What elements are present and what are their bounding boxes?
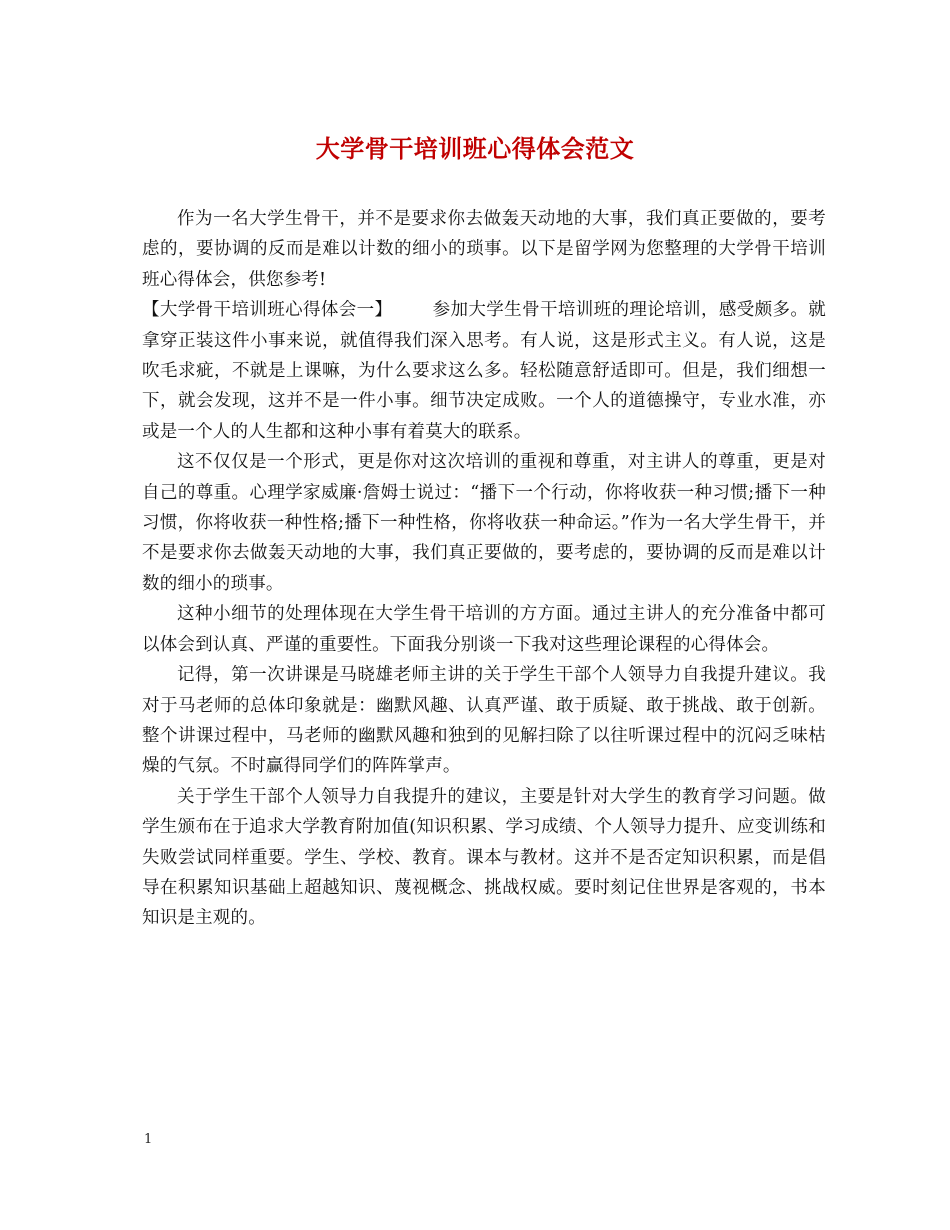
document-title: 大学骨干培训班心得体会范文 — [315, 134, 635, 163]
intro-paragraph: 作为一名大学生骨干，并不是要求你去做轰天动地的大事，我们真正要做的，要考虑的，要协调的反而是难以计数的细小的琐事。以下是留学网为您整理的大学骨干培训班心得体会，供您参考! — [142, 209, 826, 290]
body-paragraph: 这不仅仅是一个形式，更是你对这次培训的重视和尊重，对主讲人的尊重，更是对自己的尊重。心理学家威廉·詹姆士说过：“播下一个行动，你将收获一种习惯;播下一种习惯，你将收获一种性格;播下一种性格，你将收获一种命运。”作为一名大学生骨干，并不是要求你去做轰天动地的大事，我们真正要做的，要考虑的，要协调的反而是难以计数的细小的琐事。 — [142, 452, 826, 594]
section-text: 参加大学生骨干培训班的理论培训，感受颇多。就拿穿正装这件小事来说，就值得我们深入思考。有人说，这是形式主义。有人说，这是吹毛求疵，不就是上课嘛，为什么要求这么多。轻松随意舒适即可。但是，我们细想一下，就会发现，这并不是一件小事。细节决定成败。一个人的道德操守，专业水准，亦或是一个人的人生都和这种小事有着莫大的联系。 — [142, 300, 826, 442]
body-paragraph: 关于学生干部个人领导力自我提升的建议，主要是针对大学生的教育学习问题。做学生颁布在于追求大学教育附加值(知识积累、学习成绩、个人领导力提升、应变训练和失败尝试同样重要。学生、学校、教育。课本与教材。这并不是否定知识积累，而是倡导在积累知识基础上超越知识、蔑视概念、挑战权威。要时刻记住世界是客观的，书本知识是主观的。 — [142, 786, 826, 929]
document-body — [142, 204, 826, 934]
body-paragraph: 这种小细节的处理体现在大学生骨干培训的方方面。通过主讲人的充分准备中都可以体会到认真、严谨的重要性。下面我分别谈一下我对这些理论课程的心得体会。 — [142, 604, 826, 655]
body-paragraph: 记得，第一次讲课是马晓雄老师主讲的关于学生干部个人领导力自我提升建议。我对于马老师的总体印象就是：幽默风趣、认真严谨、敢于质疑、敢于挑战、敢于创新。整个讲课过程中，马老师的幽默风趣和独到的见解扫除了以往听课过程中的沉闷乏味枯燥的气氛。不时赢得同学们的阵阵掌声。 — [142, 665, 826, 777]
page-number: 1 — [144, 1132, 153, 1147]
section-heading: 【大学骨干培训班心得体会一】 — [142, 300, 393, 321]
section-paragraph — [142, 295, 826, 447]
